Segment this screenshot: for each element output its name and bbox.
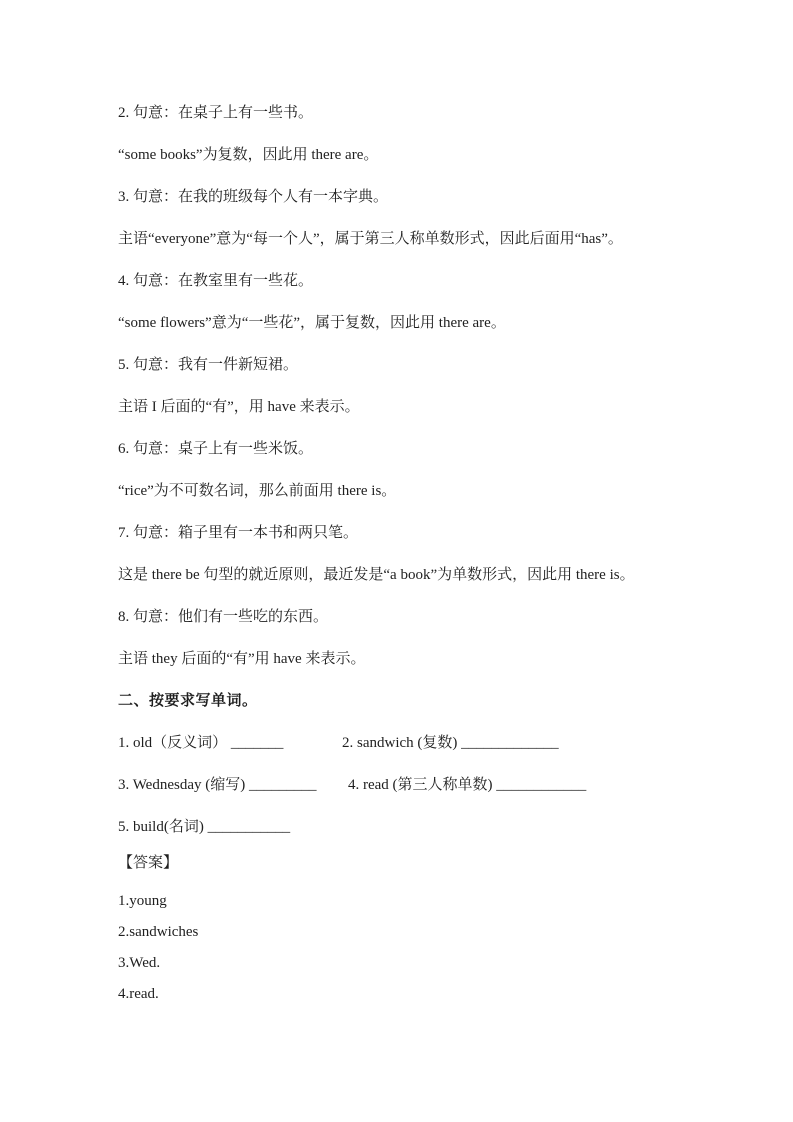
explanation-paragraph: 这是 there be 句型的就近原则，最近发是“a book”为单数形式，因此用 there is。: [118, 567, 635, 583]
answers-label: 【答案】: [118, 855, 179, 871]
explanation-paragraph: 2. 句意：在桌子上有一些书。: [118, 105, 314, 121]
exercise-item-4-read: 4. read (第三人称单数) ____________: [348, 777, 587, 793]
explanation-paragraph: “some flowers”意为“一些花”，属于复数，因此用 there are。: [118, 315, 506, 331]
explanation-paragraph: “rice”为不可数名词，那么前面用 there is。: [118, 483, 397, 499]
explanation-paragraph: 主语 I 后面的“有”，用 have 来表示。: [118, 399, 360, 415]
exercise-item-5-build: 5. build(名词) ___________: [118, 819, 291, 835]
exercise-item-1-old: 1. old（反义词） _______: [118, 735, 284, 751]
exercise-item-3-wednesday: 3. Wednesday (缩写) _________: [118, 777, 317, 793]
explanation-paragraph: 8. 句意：他们有一些吃的东西。: [118, 609, 329, 625]
exercise-item-2-sandwich: 2. sandwich (复数) _____________: [342, 735, 559, 751]
answer-item: 2.sandwiches: [118, 924, 199, 940]
word-exercise-row: [118, 764, 693, 806]
explanation-paragraph: “some books”为复数，因此用 there are。: [118, 147, 379, 163]
answers-list: [118, 886, 693, 1010]
explanation-paragraph: 4. 句意：在教室里有一些花。: [118, 273, 314, 289]
answer-item: 3.Wed.: [118, 955, 161, 971]
answer-item: 4.read.: [118, 986, 159, 1002]
section-heading: 二、按要求写单词。: [118, 693, 258, 709]
explanation-paragraph: 3. 句意：在我的班级每个人有一本字典。: [118, 189, 389, 205]
explanation-paragraph: 主语 they 后面的“有”用 have 来表示。: [118, 651, 366, 667]
explanation-paragraph: 5. 句意：我有一件新短裙。: [118, 357, 299, 373]
explanation-paragraph: 6. 句意：桌子上有一些米饭。: [118, 441, 314, 457]
explanation-paragraph: 7. 句意：箱子里有一本书和两只笔。: [118, 525, 359, 541]
word-exercise-row: [118, 722, 693, 764]
answer-item: 1.young: [118, 893, 167, 909]
explanation-paragraph: 主语“everyone”意为“每一个人”，属于第三人称单数形式，因此后面用“has”。: [118, 231, 623, 247]
